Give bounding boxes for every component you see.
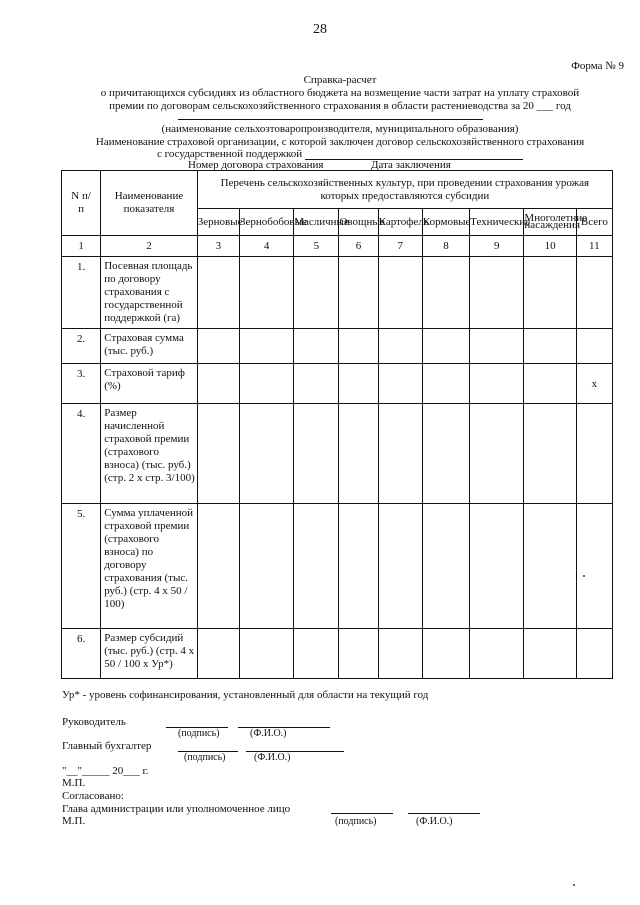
page-number: 28 — [313, 22, 327, 37]
data-cell[interactable] — [239, 504, 293, 629]
header-crop-legumes: Зернобобовые — [239, 209, 293, 236]
data-cell[interactable] — [422, 257, 469, 329]
total-cell[interactable] — [576, 504, 612, 629]
data-cell[interactable] — [197, 364, 239, 404]
data-cell[interactable] — [197, 329, 239, 364]
data-cell[interactable] — [378, 629, 422, 679]
table-row — [62, 329, 613, 364]
data-cell[interactable] — [422, 364, 469, 404]
data-cell[interactable] — [239, 257, 293, 329]
row-number: 1. — [62, 257, 101, 329]
stamp-place-1: М.П. — [62, 777, 86, 789]
column-number: 9 — [470, 236, 524, 257]
data-cell[interactable] — [339, 629, 378, 679]
org-name-line[interactable] — [178, 119, 483, 120]
subsidy-calculation-table — [61, 170, 613, 679]
admin-signature-caption: (подпись) — [335, 816, 377, 827]
data-cell[interactable] — [524, 629, 576, 679]
data-cell[interactable] — [294, 329, 339, 364]
admin-fio-caption: (Ф.И.О.) — [416, 816, 453, 827]
column-number: 7 — [378, 236, 422, 257]
data-cell[interactable] — [470, 629, 524, 679]
column-number: 11 — [576, 236, 612, 257]
column-number: 2 — [101, 236, 198, 257]
document-subtitle-line-1: о причитающихся субсидиях из областного бюджета на возмещение части затрат на уплату страховой — [100, 87, 580, 99]
data-cell[interactable] — [524, 364, 576, 404]
row-number: 5. — [62, 504, 101, 629]
data-cell[interactable] — [378, 257, 422, 329]
data-cell[interactable] — [470, 329, 524, 364]
data-cell[interactable] — [339, 257, 378, 329]
cofinancing-note: Ур* - уровень софинансирования, установленный для области на текущий год — [62, 689, 429, 701]
document-subtitle-line-2: премии по договорам сельскохозяйственного страхования в области растениеводства за 20 ___ год — [109, 100, 571, 112]
data-cell[interactable] — [524, 257, 576, 329]
row-label: Размер субсидий (тыс. руб.) (стр. 4 x 50 / 100 x Ур*) — [101, 629, 198, 679]
head-fio-caption: (Ф.И.О.) — [250, 728, 287, 739]
form-number: Форма № 9 — [571, 60, 624, 72]
head-signature-caption: (подпись) — [178, 728, 220, 739]
scan-speck — [573, 884, 575, 886]
column-number: 1 — [62, 236, 101, 257]
head-label: Руководитель — [62, 716, 126, 728]
data-cell[interactable] — [470, 404, 524, 504]
data-cell[interactable] — [239, 629, 293, 679]
data-cell[interactable] — [197, 404, 239, 504]
accountant-signature-caption: (подпись) — [184, 752, 226, 763]
data-cell[interactable] — [378, 504, 422, 629]
document-title: Справка-расчет — [303, 74, 377, 86]
data-cell[interactable] — [422, 404, 469, 504]
row-number: 2. — [62, 329, 101, 364]
contract-number-label: Номер договора страхования — [188, 159, 324, 171]
header-crop-technical: Технические — [470, 209, 524, 236]
data-cell[interactable] — [294, 404, 339, 504]
data-cell[interactable] — [339, 504, 378, 629]
header-crop-oilseeds: Масличные — [294, 209, 339, 236]
data-cell[interactable] — [524, 329, 576, 364]
header-crop-potato: Картофель — [378, 209, 422, 236]
data-cell[interactable] — [294, 629, 339, 679]
data-cell[interactable] — [239, 329, 293, 364]
total-cell-x: x — [576, 364, 612, 404]
data-cell[interactable] — [378, 364, 422, 404]
header-crop-vegetables: Овощные — [339, 209, 378, 236]
data-cell[interactable] — [294, 504, 339, 629]
org-name-caption: (наименование сельхозтоваропроизводителя, муниципального образования) — [161, 123, 519, 135]
insurer-label-line-1: Наименование страховой организации, с которой заключен договор сельскохозяйственного страхования — [95, 136, 585, 148]
data-cell[interactable] — [294, 364, 339, 404]
column-number: 3 — [197, 236, 239, 257]
contract-date-label: Дата заключения — [371, 159, 451, 171]
data-cell[interactable] — [378, 404, 422, 504]
data-cell[interactable] — [339, 364, 378, 404]
column-number: 10 — [524, 236, 576, 257]
data-cell[interactable] — [378, 329, 422, 364]
admin-signature-line[interactable] — [331, 813, 393, 814]
agreed-label: Согласовано: — [62, 790, 124, 802]
header-crop-perennial: Многолетние насаждения — [524, 209, 576, 236]
accountant-fio-caption: (Ф.И.О.) — [254, 752, 291, 763]
insurer-label-line-2: с государственной поддержкой — [157, 148, 303, 160]
header-crop-fodder: Кормовые — [422, 209, 469, 236]
stamp-place-2: М.П. — [62, 815, 86, 827]
column-number: 8 — [422, 236, 469, 257]
data-cell[interactable] — [339, 404, 378, 504]
row-number: 3. — [62, 364, 101, 404]
header-n: N п/п — [62, 171, 101, 236]
scan-speck — [583, 575, 585, 577]
data-cell[interactable] — [239, 404, 293, 504]
chief-accountant-label: Главный бухгалтер — [62, 740, 152, 752]
data-cell[interactable] — [524, 504, 576, 629]
column-number: 4 — [239, 236, 293, 257]
data-cell[interactable] — [339, 329, 378, 364]
data-cell[interactable] — [197, 629, 239, 679]
data-cell[interactable] — [197, 504, 239, 629]
admin-label: Глава администрации или уполномоченное лицо — [62, 803, 291, 815]
data-cell[interactable] — [524, 404, 576, 504]
data-cell[interactable] — [470, 257, 524, 329]
header-total: Всего — [576, 209, 612, 236]
row-number: 6. — [62, 629, 101, 679]
row-label: Страховой тариф (%) — [101, 364, 198, 404]
admin-fio-line[interactable] — [408, 813, 480, 814]
table-row — [62, 504, 613, 629]
column-number: 6 — [339, 236, 378, 257]
data-cell[interactable] — [197, 257, 239, 329]
signing-date[interactable]: "__"_____ 20___ г. — [62, 765, 149, 777]
row-label: Посевная площадь по договору страхования с государственной поддержкой (га) — [101, 257, 198, 329]
header-indicator-name: Наименование показателя — [101, 171, 198, 236]
column-number: 5 — [294, 236, 339, 257]
total-cell[interactable] — [576, 329, 612, 364]
data-cell[interactable] — [422, 329, 469, 364]
total-cell[interactable] — [576, 629, 612, 679]
row-label: Размер начисленной страховой премии (страхового взноса) (тыс. руб.) (стр. 2 x стр. 3/100) — [101, 404, 198, 504]
table-row — [62, 364, 613, 404]
table-row — [62, 629, 613, 679]
data-cell[interactable] — [294, 257, 339, 329]
data-cell[interactable] — [470, 364, 524, 404]
data-cell[interactable] — [422, 629, 469, 679]
data-cell[interactable] — [422, 504, 469, 629]
table-row — [62, 257, 613, 329]
row-label: Сумма уплаченной страховой премии (страхового взноса) по договору страхования (тыс. руб.) (стр. 4 x 50 / 100) — [101, 504, 198, 629]
data-cell[interactable] — [239, 364, 293, 404]
header-crop-list: Перечень сельскохозяйственных культур, при проведении страхования урожая которых предоставляются субсидии — [197, 171, 612, 209]
table-row — [62, 404, 613, 504]
data-cell[interactable] — [470, 504, 524, 629]
row-number: 4. — [62, 404, 101, 504]
column-number-row — [62, 236, 613, 257]
total-cell[interactable] — [576, 404, 612, 504]
row-label: Страховая сумма (тыс. руб.) — [101, 329, 198, 364]
total-cell[interactable] — [576, 257, 612, 329]
header-crop-grain: Зерновые — [197, 209, 239, 236]
